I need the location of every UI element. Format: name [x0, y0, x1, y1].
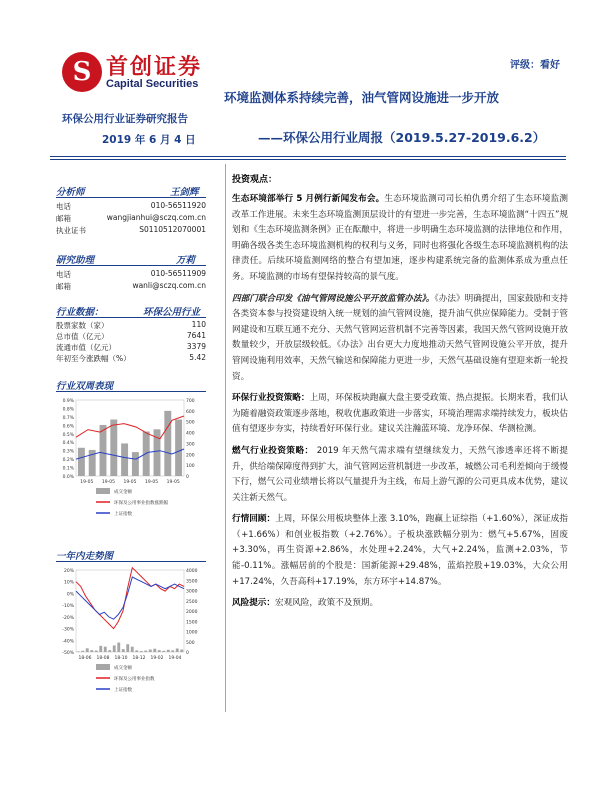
x-tick-label: 18-10	[114, 656, 128, 661]
y-right-tick-label: 500	[186, 420, 195, 426]
report-series-name: 环保公用行业证券研究报告	[62, 113, 188, 125]
volume-bar	[110, 420, 117, 476]
assistant-divider	[56, 265, 206, 266]
industry-row: 流通市值（亿元） 3379	[56, 342, 206, 352]
paragraph-market-review: 行情回顾：上周，环保公用板块整体上涨 3.10%，跑赢上证综指（+1.60%），深证成指（+1.66%）和创业板指数（+2.76%）。子板块涨跌幅分别为：燃气+5.67%，固废+3.30%，再生资源+2.86%，水处理+2.24%，大气+2.24%，监测+2.03%，节能-0.11%。涨幅居前的个股是：国新能源+29.48%，蓝焰控股+19.03%，大众公用+17.24%，久吾高科+17.19%，东方环宇+14.87%。	[232, 514, 568, 587]
yearly-chart-divider	[56, 561, 206, 562]
header-divider-thin	[50, 159, 566, 160]
x-tick-label: 19-02	[150, 656, 164, 661]
legend-swatch	[96, 488, 110, 494]
volume-bar	[140, 651, 143, 652]
assistant-phone-row: 电话 010-56511909	[56, 269, 206, 279]
rating-label: 评级：看好	[510, 60, 560, 71]
volume-bar	[122, 649, 125, 652]
weekly-chart-divider	[56, 391, 206, 392]
assistant-email-row: 邮箱 wanli@sczq.com.cn	[56, 281, 206, 291]
volume-bar	[176, 649, 179, 652]
industry-name: 环保公用行业	[143, 307, 201, 318]
legend-label: 上证指数	[114, 512, 132, 517]
weekly-chart-heading: 行业双周表现	[56, 381, 114, 392]
volume-bar	[113, 645, 116, 652]
volume-bar	[149, 650, 152, 652]
x-tick-label: 19-05	[166, 480, 180, 485]
industry-row: 总市值（亿元） 7641	[56, 331, 206, 341]
volume-bar	[126, 644, 129, 652]
legend-label: 环保及公用事业指数	[114, 677, 155, 682]
volume-bar	[175, 420, 182, 476]
y-left-tick-label: 0.3%	[62, 449, 74, 455]
x-tick-label: 19-05	[101, 480, 115, 485]
x-tick-label: 19-04	[168, 656, 182, 661]
y-right-tick-label: 0	[186, 651, 189, 656]
volume-bar	[100, 425, 107, 476]
volume-bar	[167, 650, 170, 652]
y-left-tick-label: 0.0%	[62, 475, 74, 480]
volume-bar	[86, 648, 89, 652]
volume-bar	[135, 650, 138, 652]
volume-bar	[77, 651, 80, 652]
volume-bar	[104, 647, 107, 652]
y-right-tick-label: 400	[186, 431, 195, 437]
industry-divider	[56, 317, 206, 318]
legend-swatch	[96, 664, 110, 670]
volume-bar	[171, 650, 174, 652]
y-left-tick-label: 0.2%	[62, 458, 74, 464]
analyst-divider	[56, 197, 206, 198]
volume-bar	[95, 651, 98, 652]
y-left-tick-label: 10%	[63, 580, 74, 586]
y-right-tick-label: 200	[186, 453, 195, 459]
legend-label: 上证指数	[114, 688, 132, 693]
y-left-tick-label: 0.1%	[62, 466, 74, 472]
y-left-tick-label: -50%	[62, 651, 74, 656]
volume-bar	[158, 650, 161, 652]
volume-bar	[153, 649, 156, 652]
x-tick-label: 18-06	[78, 656, 92, 661]
paragraph-env-strategy: 环保行业投资策略：上周，环保板块跑赢大盘主要受政策、热点提振。长期来看，我们认为随着融资政策逐步落地，税收优惠政策进一步落实，环境治理需求端持续发力，板块估值有望逐步夯实，持续看好环保行业。建议关注瀚蓝环境、龙净环保、华测检测。	[232, 393, 568, 435]
y-right-tick-label: 4000	[186, 569, 198, 574]
industry-row: 股票家数（家） 110	[56, 320, 206, 330]
y-left-tick-label: 0.6%	[62, 424, 74, 430]
y-right-tick-label: 300	[186, 442, 195, 448]
volume-bar	[117, 643, 120, 652]
y-right-tick-label: 500	[186, 640, 195, 646]
analyst-license-row: 执业证书 S0110512070001	[56, 225, 206, 235]
weekly-performance-chart	[54, 394, 210, 536]
column-divider	[225, 164, 226, 712]
paragraph-risk: 风险提示：宏观风险，政策不及预期。	[232, 598, 379, 609]
volume-bar	[144, 651, 147, 652]
volume-bar	[180, 650, 183, 652]
x-tick-label: 19-05	[80, 480, 94, 485]
legend-label: 环保及公用事业指数涨跌幅	[114, 501, 168, 506]
volume-bar	[108, 650, 111, 652]
logo-english-name: Capital Securities	[106, 78, 199, 90]
y-right-tick-label: 1000	[186, 630, 198, 636]
analyst-name: 王剑辉	[170, 187, 199, 198]
industry-data-heading: 行业数据：	[56, 307, 104, 318]
volume-bar	[90, 650, 93, 652]
logo-chinese-name: 首创证券	[106, 54, 203, 80]
x-tick-label: 19-05	[123, 480, 137, 485]
header-divider	[50, 156, 566, 157]
y-right-tick-label: 2500	[186, 599, 198, 605]
report-subtitle: ——环保公用行业周报（2019.5.27-2019.6.2）	[258, 130, 546, 145]
y-left-tick-label: 0.9%	[62, 399, 74, 404]
y-left-tick-label: 0%	[66, 592, 74, 598]
y-right-tick-label: 3000	[186, 589, 198, 595]
analyst-heading: 分析师	[56, 187, 85, 198]
volume-bar	[162, 651, 165, 652]
sector-index-line	[76, 568, 184, 629]
analyst-email-row: 邮箱 wangjianhui@sczq.com.cn	[56, 213, 206, 223]
industry-row: 年初至今涨跌幅（%） 5.42	[56, 353, 206, 363]
assistant-email-link[interactable]: wanli@sczq.com.cn	[132, 281, 206, 290]
x-tick-label: 19-05	[145, 480, 159, 485]
y-right-tick-label: 1500	[186, 620, 198, 626]
paragraph-monitoring: 生态环境部举行 5 月例行新闻发布会。生态环境监测司司长柏仇勇介绍了生态环境监测改革工作进展。未来生态环境监测顶层设计的有望进一步完善，生态环境监测“十四五”规划和《生态环境监测条例》正在酝酿中，将进一步明确生态环境监测的法律地位和作用，明确各级各类生态环境监测机构的权利与义务，同时也将强化各级生态环境监测机构的法律责任。后续环境监测网络的整合有望加速，逐步构建系统完备的监测体系成为重点任务。环境监测的市场有望保持较高的景气度。	[232, 194, 568, 282]
yearly-chart-heading: 一年内走势图	[56, 551, 114, 562]
logo-mark: S	[72, 57, 92, 87]
legend-label: 成交金额	[114, 490, 132, 495]
y-left-tick-label: 20%	[63, 569, 74, 574]
shanghai-index-line	[76, 577, 184, 619]
volume-bar	[78, 448, 85, 476]
volume-bar	[81, 651, 84, 652]
y-right-tick-label: 600	[186, 409, 195, 415]
assistant-name: 万莉	[176, 255, 196, 266]
plot-frame	[76, 570, 184, 652]
report-date: 2019 年 6 月 4 日	[102, 134, 196, 146]
y-right-tick-label: 3500	[186, 579, 198, 585]
volume-bar	[164, 411, 171, 476]
y-left-tick-label: 0.8%	[62, 407, 74, 413]
y-left-tick-label: -40%	[62, 639, 74, 645]
paragraph-gas-strategy: 燃气行业投资策略： 2019 年天然气需求端有望继续发力，天然气渗透率还将不断提升，供给端保障度得到扩大，油气管网运营机制进一步改革，城燃公司毛利差倾向于缓慢下行，燃气公司业绩增长将以气量提升为主线，布局上游气源的公司更具成本优势，建议关注新天然气。	[232, 445, 568, 503]
analyst-email-link[interactable]: wangjianhui@sczq.com.cn	[106, 213, 206, 222]
y-left-tick-label: -30%	[62, 627, 74, 633]
legend-label: 成交金额	[114, 666, 132, 671]
y-left-tick-label: -10%	[62, 604, 74, 610]
y-right-tick-label: 700	[186, 399, 195, 404]
y-left-tick-label: 0.4%	[62, 441, 74, 447]
volume-bar	[132, 452, 139, 476]
volume-bar	[99, 646, 102, 652]
paragraph-pipeline: 四部门联合印发《油气管网设施公平开放监管办法》。《办法》明确提出，国家鼓励和支持各类资本参与投资建设纳入统一规划的油气管网设施，提升油气供应保障能力。受制于管网建设和互联互通不充分、天然气管网运营机制不完善等因素，我国天然气管网设施开放数量较少，开放层级较低。《办法》出台更大力度地推动天然气管网设施公平开放，提升管网设施利用效率，天然气输送和保障能力更进一步，天然气基础设施有望迎来新一轮投资。	[232, 293, 569, 382]
report-body	[232, 192, 568, 618]
y-right-tick-label: 2000	[186, 610, 198, 615]
y-right-tick-label: 0	[186, 475, 189, 480]
volume-bar	[131, 647, 134, 652]
y-left-tick-label: 0.7%	[62, 415, 74, 421]
viewpoint-heading: 投资观点：	[232, 175, 278, 185]
x-tick-label: 18-08	[96, 656, 110, 661]
y-left-tick-label: -20%	[62, 615, 74, 621]
x-tick-label: 18-12	[132, 656, 146, 661]
assistant-heading: 研究助理	[56, 255, 95, 266]
company-logo	[62, 50, 212, 98]
yearly-trend-chart	[54, 564, 210, 712]
report-title: 环境监测体系持续完善，油气管网设施进一步开放	[224, 90, 500, 105]
analyst-phone-row: 电话 010-56511920	[56, 201, 206, 211]
y-left-tick-label: 0.5%	[62, 432, 74, 438]
y-right-tick-label: 100	[186, 464, 195, 470]
volume-bar	[121, 443, 128, 476]
